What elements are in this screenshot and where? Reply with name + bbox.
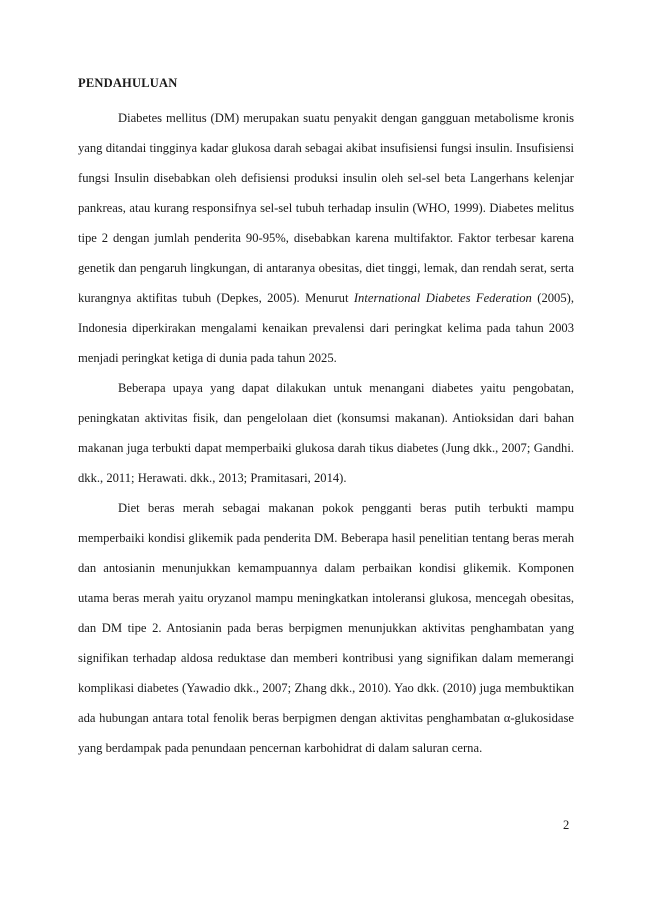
page-number: 2 — [563, 818, 570, 832]
paragraph-2: Beberapa upaya yang dapat dilakukan untuk menangani diabetes yaitu pengobatan, peningkatan aktivitas fisik, dan pengelolaan diet (konsumsi makanan). Antioksidan dari bahan makanan juga terbukti dapat memperbaiki glukosa darah tikus diabetes (Jung dkk., 2007; Gandhi. dkk., 2011; Herawati. dkk., 2013; Pramitasari, 2014). — [78, 381, 574, 485]
paragraph-3: Diet beras merah sebagai makanan pokok pengganti beras putih terbukti mampu memperbaiki kondisi glikemik pada penderita DM. Beberapa hasil penelitian tentang beras merah dan antosianin menunjukkan kemampuannya dalam perbaikan kondisi glikemik. Komponen utama beras merah yaitu oryzanol mampu meningkatkan intoleransi glukosa, mencegah obesitas, dan DM tipe 2. Antosianin pada beras berpigmen menunjukkan aktivitas penghambatan yang signifikan terhadap aldosa reduktase dan memberi kontribusi yang signifikan dalam memerangi komplikasi diabetes (Yawadio dkk., 2007; Zhang dkk., 2010). Yao dkk. (2010) juga membuktikan ada hubungan antara total fenolik beras berpigmen dengan aktivitas penghambatan α-glukosidase yang berdampak pada penundaan pencernan karbohidrat di dalam saluran cerna. — [78, 501, 574, 755]
paragraph-1-text: Diabetes mellitus (DM) merupakan suatu penyakit dengan gangguan metabolisme kronis yang ditandai tingginya kadar glukosa darah sebagai akibat insufisiensi fungsi insulin. Insufisiensi fungsi Insulin disebabkan oleh defisiensi produksi insulin oleh sel-sel beta Langerhans kelenjar pankreas, atau kurang responsifnya sel-sel tubuh terhadap insulin (WHO, 1999). Diabetes melitus tipe 2 dengan jumlah penderita 90-95%, disebabkan karena multifaktor. Faktor terbesar karena genetik dan pengaruh lingkungan, di antaranya obesitas, diet tinggi, lemak, dan rendah serat, serta kurangnya aktifitas tubuh (Depkes, 2005). Menurut — [78, 111, 574, 305]
paragraph-1 — [78, 103, 574, 373]
paragraph-1-text-continued: (2005), Indonesia diperkirakan mengalami kenaikan prevalensi dari peringkat kelima pada tahun 2003 menjadi peringkat ketiga di dunia pada tahun 2025. — [78, 291, 574, 365]
body-text — [78, 103, 574, 763]
section-heading: PENDAHULUAN — [78, 76, 178, 90]
organization-name-italic: International Diabetes Federation — [353, 291, 532, 305]
